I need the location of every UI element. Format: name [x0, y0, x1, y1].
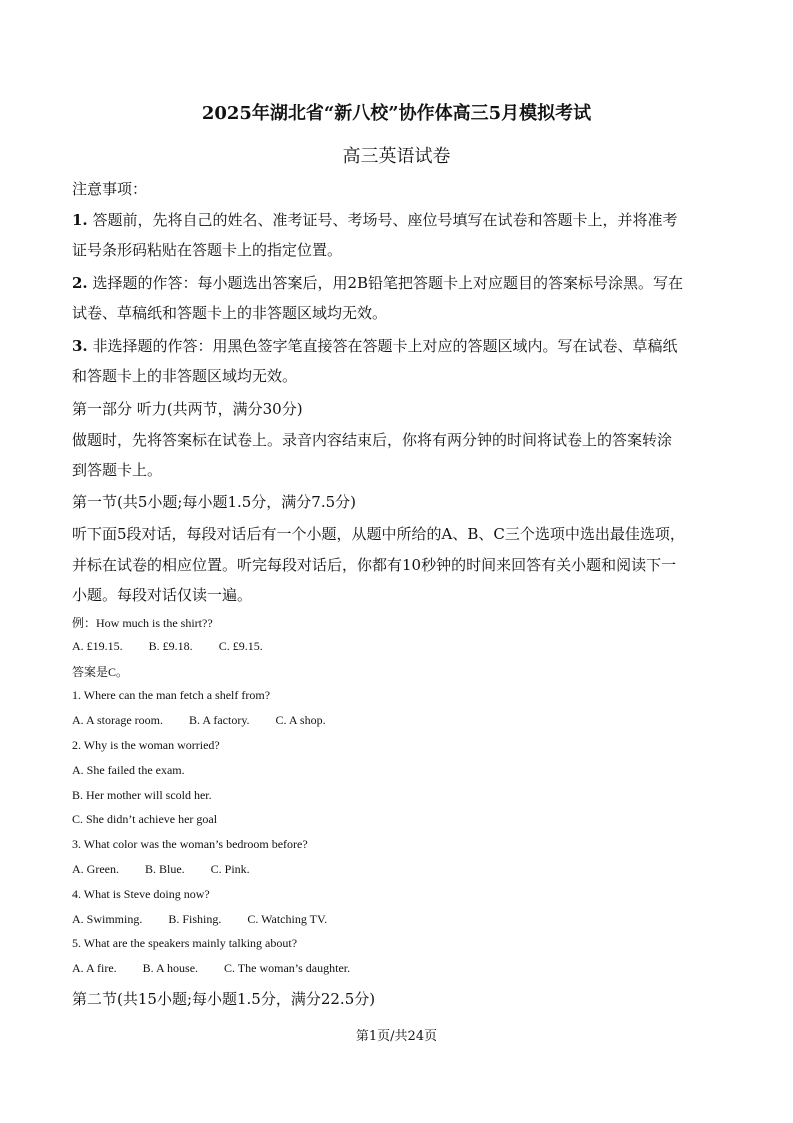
- question-3-option-a: A. Green.: [72, 862, 119, 876]
- question-3-option-b: B. Blue.: [144, 862, 185, 876]
- section1-instructions-line-2: 并标在试卷的相应位置。听完每段对话后，你都有10秒钟的时间来回答有关小题和阅读下一: [72, 556, 677, 574]
- example-answer: 答案是C。: [72, 665, 129, 679]
- example-option-b: B. £9.18.: [148, 639, 193, 653]
- page-number: 第1页/共24页: [355, 1029, 438, 1044]
- question-5: 5. What are the speakers mainly talking about?: [72, 936, 298, 950]
- notice-item-2-num: 2.: [72, 274, 88, 292]
- question-4-option-c: C. Watching TV.: [247, 912, 328, 926]
- question-5-option-b: B. A house.: [142, 961, 199, 975]
- example-option-a: A. £19.15.: [72, 639, 123, 653]
- question-4-options: [72, 912, 353, 927]
- question-2-option-b: B. Her mother will scold her.: [72, 788, 212, 802]
- question-5-option-c: C. The woman’s daughter.: [224, 961, 351, 975]
- example-options: [72, 639, 289, 654]
- exam-title: 2025年湖北省“新八校”协作体高三5月模拟考试: [201, 103, 592, 124]
- question-2-option-a: A. She failed the exam.: [72, 763, 185, 777]
- question-3: 3. What color was the woman’s bedroom before?: [72, 837, 308, 851]
- notice-item-1-line-2: 证号条形码粘贴在答题卡上的指定位置。: [72, 241, 343, 259]
- example-question: 例：How much is the shirt??: [72, 616, 213, 630]
- section2-heading: 第二节(共15小题;每小题1.5分，满分22.5分): [72, 990, 376, 1008]
- question-1-options: [72, 713, 352, 728]
- notice-item-2-line-1: 2. 选择题的作答：每小题选出答案后，用2B铅笔把答题卡上对应题目的答案标号涂黑。写在: [72, 274, 684, 292]
- question-4-option-b: B. Fishing.: [168, 912, 222, 926]
- section1-instructions-line-1: 听下面5段对话，每段对话后有一个小题，从题中所给的A、B、C三个选项中选出最佳选项，: [72, 525, 685, 543]
- section1-instructions-line-3: 小题。每段对话仅读一遍。: [72, 586, 253, 604]
- question-4-option-a: A. Swimming.: [72, 912, 143, 926]
- notice-item-1-num: 1.: [72, 211, 88, 229]
- part1-instructions-line-1: 做题时，先将答案标在试卷上。录音内容结束后，你将有两分钟的时间将试卷上的答案转涂: [72, 431, 673, 449]
- exam-subtitle: 高三英语试卷: [342, 146, 451, 167]
- notice-item-3-num: 3.: [72, 337, 88, 355]
- notice-item-1-line-1: 1. 答题前，先将自己的姓名、准考证号、考场号、座位号填写在试卷和答题卡上，并将准考: [72, 211, 678, 229]
- question-5-option-a: A. A fire.: [72, 961, 117, 975]
- question-1-option-c: C. A shop.: [275, 713, 326, 727]
- notice-item-2-line-2: 试卷、草稿纸和答题卡上的非答题区域均无效。: [72, 304, 388, 322]
- question-1-option-a: A. A storage room.: [72, 713, 163, 727]
- part1-heading: 第一部分 听力(共两节，满分30分): [72, 400, 303, 418]
- section1-heading: 第一节(共5小题;每小题1.5分，满分7.5分): [72, 493, 357, 511]
- question-2: 2. Why is the woman worried?: [72, 738, 220, 752]
- question-5-options: [72, 961, 376, 976]
- question-1-option-b: B. A factory.: [189, 713, 250, 727]
- question-3-options: [72, 862, 276, 877]
- notice-item-3-line-1: 3. 非选择题的作答：用黑色签字笔直接答在答题卡上对应的答题区域内。写在试卷、草稿纸: [72, 337, 678, 355]
- question-4: 4. What is Steve doing now?: [72, 887, 210, 901]
- notice-item-3-line-2: 和答题卡上的非答题区域均无效。: [72, 367, 298, 385]
- example-option-c: C. £9.15.: [218, 639, 263, 653]
- question-1: 1. Where can the man fetch a shelf from?: [72, 688, 271, 702]
- notice-heading: 注意事项：: [72, 180, 148, 198]
- question-2-option-c: C. She didn’t achieve her goal: [72, 812, 218, 826]
- part1-instructions-line-2: 到答题卡上。: [72, 461, 163, 479]
- question-3-option-c: C. Pink.: [210, 862, 250, 876]
